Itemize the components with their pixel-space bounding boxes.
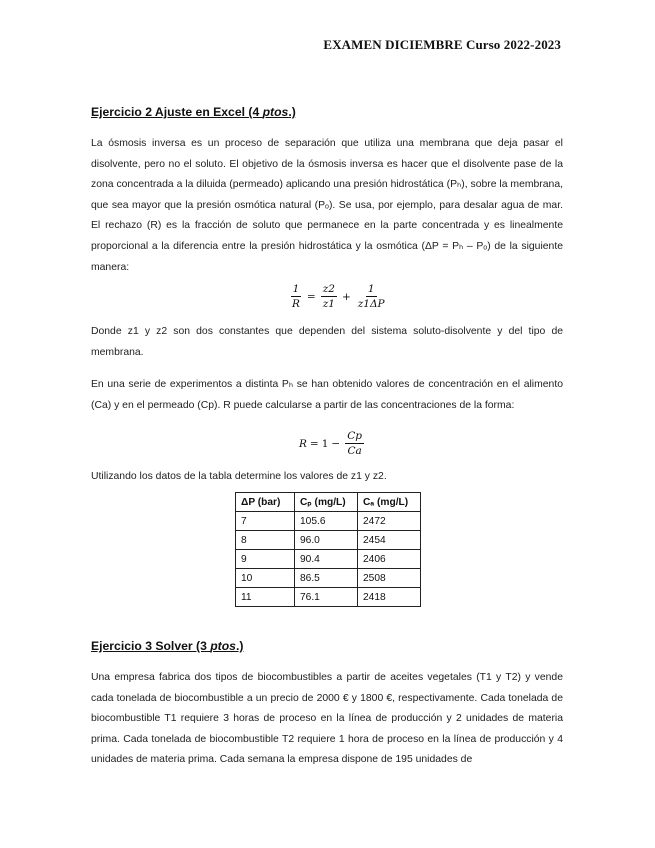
table-header-cell: Cₐ (mg/L) (358, 493, 421, 512)
table-row (236, 550, 421, 569)
table-cell: 9 (236, 550, 295, 569)
table-cell: 10 (236, 569, 295, 588)
table-row (236, 512, 421, 531)
exercise-2-experiments-paragraph: En una serie de experimentos a distinta Pₕ se han obtenido valores de concentración en el alimento (Ca) y en el permeado (Cp). R puede calcularse a partir de las concentraciones de la forma: (91, 379, 563, 411)
exercise-3-title-end: .) (235, 639, 244, 653)
table-cell: 86.5 (295, 569, 358, 588)
formula2-num: Cp (347, 430, 362, 442)
table-cell: 2454 (358, 531, 421, 550)
exercise-2-title-main: Ejercicio 2 Ajuste en Excel (4 (91, 105, 263, 119)
exercise-3-title (91, 639, 243, 653)
exam-header-title: EXAMEN DICIEMBRE Curso 2022-2023 (323, 37, 561, 52)
exercise-2-instruction: Utilizando los datos de la tabla determine los valores de z1 y z2. (91, 471, 387, 482)
formula1-plus: + (341, 290, 351, 303)
exercise-2-intro-paragraph: La ósmosis inversa es un proceso de separación que utiliza una membrana que deja pasar el disolvente, pero no el soluto. El objetivo de la ósmosis inversa es hacer que el disolvente pase de la zona concentrada a la diluida (permeado) aplicando una presión hidrostática (Pₕ), sobre la membrana, que sea mayor que la presión osmótica natural (Pₒ). Se usa, por ejemplo, para desalar agua de mar. El rechazo (R) es la fracción de soluto que permanece en la parte concentrada y es linealmente proporcional a la diferencia entre la presión hidrostática y la osmótica (ΔP = Pₕ – Pₒ) de la siguiente manera: (91, 138, 563, 273)
formula2-fraction (345, 430, 364, 457)
table-cell: 2418 (358, 588, 421, 607)
exercise-2-title-end: .) (288, 105, 296, 119)
formula2-minus: − (331, 437, 341, 450)
table-cell: 7 (236, 512, 295, 531)
formula2-lhs: R (299, 437, 307, 450)
table-cell: 2472 (358, 512, 421, 531)
table-row (236, 588, 421, 607)
formula1-lhs-den: R (292, 298, 300, 310)
pressure-concentration-table (235, 492, 421, 607)
table-header-row (236, 493, 421, 512)
formula2-one: 1 (321, 437, 329, 450)
formula1-lhs (290, 283, 302, 310)
exercise-2-constants-paragraph: Donde z1 y z2 son dos constantes que dependen del sistema soluto-disolvente y del tipo de membrana. (91, 326, 563, 358)
table-cell: 2508 (358, 569, 421, 588)
rejection-formula (288, 283, 389, 310)
table-cell: 96.0 (295, 531, 358, 550)
formula1-term1-den: z1 (322, 298, 335, 310)
formula1-equals: = (306, 290, 316, 303)
formula1-term2 (356, 283, 387, 310)
exercise-2-title-pts: ptos (262, 105, 289, 119)
table-row (236, 531, 421, 550)
formula1-term2-num: 1 (367, 283, 375, 295)
table-header-cell: ΔP (bar) (236, 493, 295, 512)
formula2-equals: = (309, 437, 319, 450)
formula1-term1 (321, 283, 337, 310)
rejection-concentration-formula (299, 430, 366, 457)
formula2-den: Ca (347, 445, 362, 457)
exercise-3-title-pts: ptos (210, 639, 236, 653)
table-cell: 2406 (358, 550, 421, 569)
formula1-term1-num: z2 (322, 283, 335, 295)
formula1-lhs-num: 1 (292, 283, 300, 295)
exercise-3-title-main: Ejercicio 3 Solver (3 (91, 639, 211, 653)
table-row (236, 569, 421, 588)
exercise-3-paragraph: Una empresa fabrica dos tipos de biocombustibles a partir de aceites vegetales (T1 y T2) y vende cada tonelada de biocombustible a un precio de 2000 € y 1800 €, respectivamente. Cada tonelada de biocombustible T1 requiere 3 horas de proceso en la línea de producción y 2 unidades de materia prima. Cada tonelada de biocombustible T2 requiere 1 hora de proceso en la línea de producción y 4 unidades de materia prima. Cada semana la empresa dispone de 195 unidades de (91, 672, 563, 766)
table-cell: 76.1 (295, 588, 358, 607)
formula1-term2-den: z1ΔP (357, 298, 385, 310)
table-cell: 11 (236, 588, 295, 607)
table-cell: 105.6 (295, 512, 358, 531)
exercise-2-title (91, 105, 296, 119)
table-cell: 90.4 (295, 550, 358, 569)
table-cell: 8 (236, 531, 295, 550)
table-header-cell: Cₚ (mg/L) (295, 493, 358, 512)
